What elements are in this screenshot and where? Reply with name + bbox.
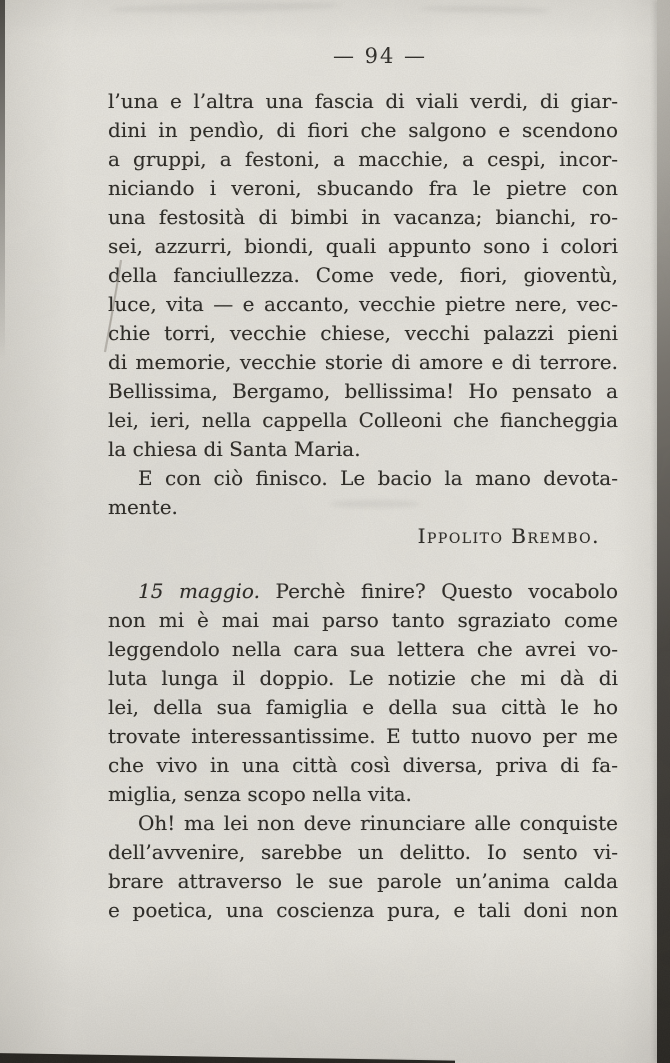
page-edge-right [657,0,670,1063]
text-line: lei, della sua famiglia e della sua città le ho [108,695,618,719]
text-line: leggendolo nella cara sua lettera che avrei vo- [108,637,618,661]
text-line: non mi è mai mai parso tanto sgraziato come [108,608,618,632]
text-line [108,577,618,606]
scan-smudge [420,5,550,14]
text-line: brare attraverso le sue parole un’anima calda [108,869,618,893]
page-body-text [108,87,618,925]
text-line: che vivo in una città così diversa, priva di fa- [108,753,618,777]
text-line: una festosità di bimbi in vacanza; bianchi, ro- [108,205,618,229]
text-line: lei, ieri, nella cappella Colleoni che fiancheggia [108,408,618,432]
text-line: trovate interessantissime. E tutto nuovo per me [108,724,618,748]
text-line: miglia, senza scopo nella vita. [108,782,412,806]
page-edge-left [0,0,5,360]
text-line: l’una e l’altra una fascia di viali verdi, di giar- [108,89,618,113]
page-number: — 94 — [332,44,428,68]
text-line-fragment: Perchè finire? Questo vocabolo [275,579,618,603]
text-line: la chiesa di Santa Maria. [108,437,361,461]
text-line: E con ciò finisco. Le bacio la mano devota- [138,466,618,490]
text-line: della fanciullezza. Come vede, fiori, gioventù, [108,263,618,287]
text-line: luce, vita — e accanto, vecchie pietre nere, vec- [108,292,618,316]
text-line: dell’avvenire, sarebbe un delitto. Io sento vi- [108,840,618,864]
text-line: luta lunga il doppio. Le notizie che mi dà di [108,666,618,690]
text-line: mente. [108,495,178,519]
text-line: Oh! ma lei non deve rinunciare alle conquiste [138,811,618,835]
text-line: di memorie, vecchie storie di amore e di terrore. [108,350,618,374]
text-line: sei, azzurri, biondi, quali appunto sono i colori [108,234,618,258]
text-line: dini in pendìo, di fiori che salgono e scendono [108,118,618,142]
scan-smudge [110,1,340,14]
paragraph-gap [108,551,618,577]
text-line: niciando i veroni, sbucando fra le pietre con [108,176,618,200]
text-line: e poetica, una coscienza pura, e tali doni non [108,898,618,922]
entry-date: 15 maggio. [138,579,276,603]
text-line: chie torri, vecchie chiese, vecchi palazzi pieni [108,321,618,345]
page-edge-bottom [0,1051,455,1063]
text-line: Bellissima, Bergamo, bellissima! Ho pensato a [108,379,618,403]
signature: Ippolito Brembo. [417,524,600,548]
text-line: a gruppi, a festoni, a macchie, a cespi, incor- [108,147,618,171]
